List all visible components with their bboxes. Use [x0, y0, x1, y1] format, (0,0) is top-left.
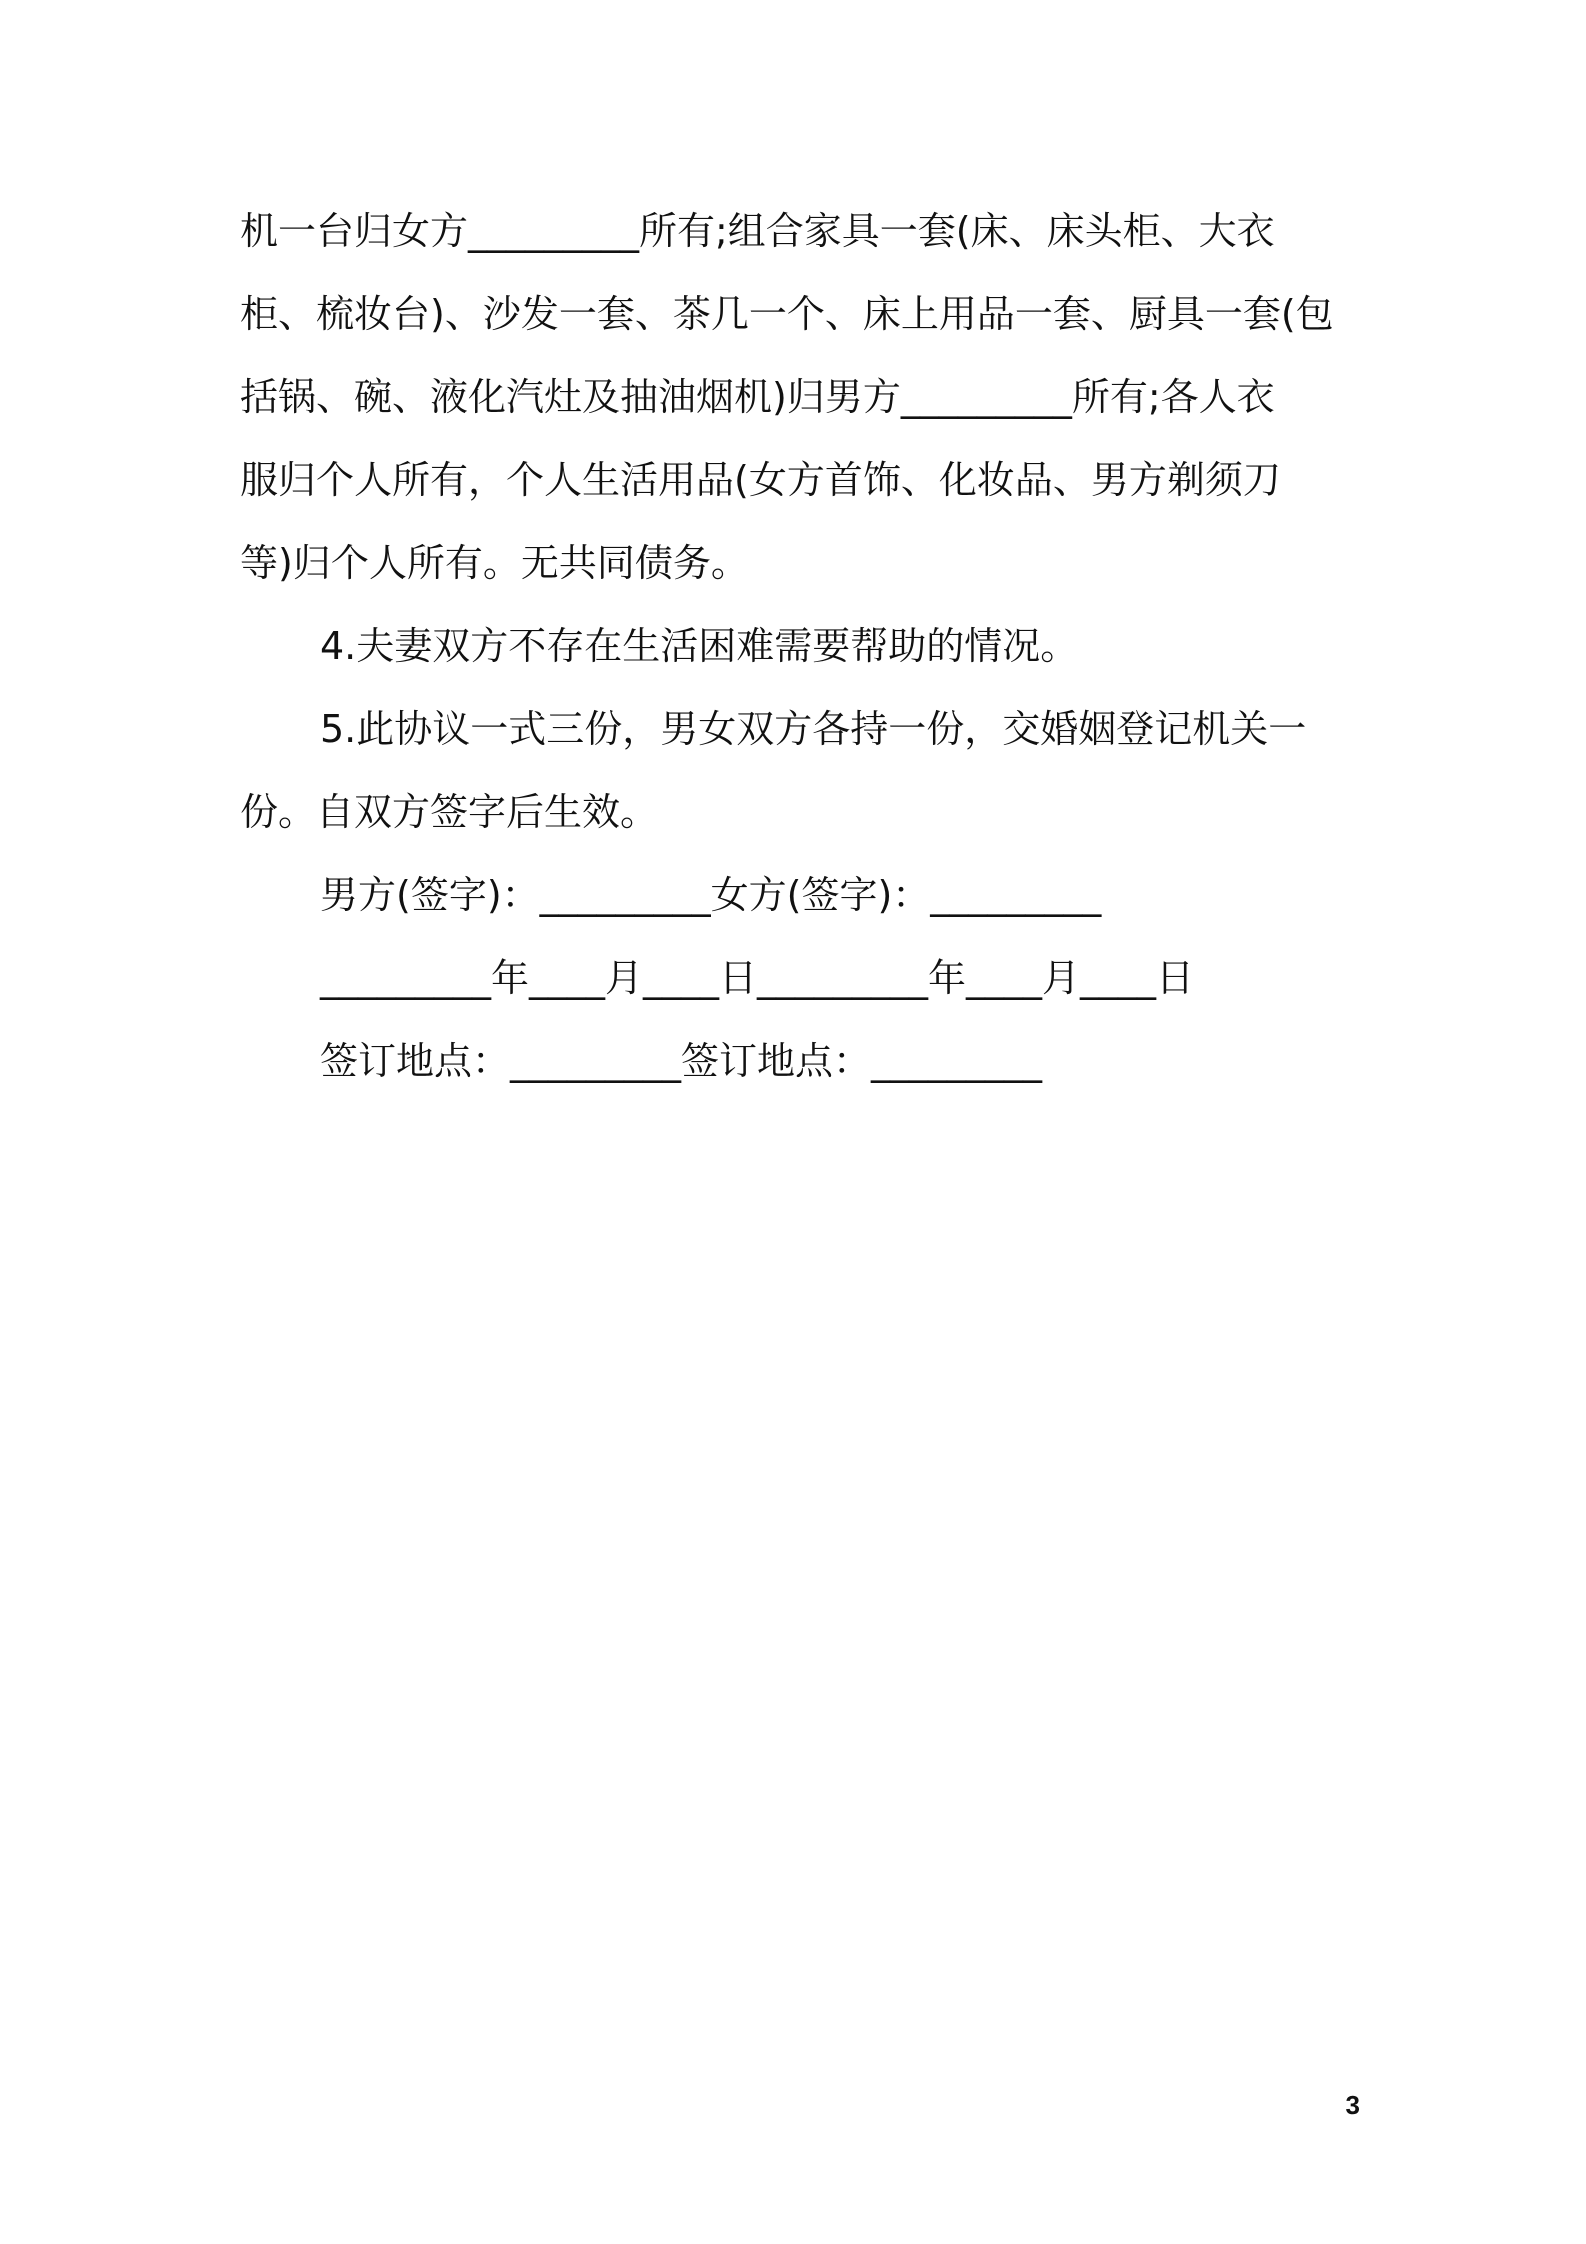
paragraph-line: 柜、梳妆台)、沙发一套、茶几一个、床上用品一套、厨具一套(包: [240, 292, 1334, 336]
document-body: [240, 190, 1360, 1103]
paragraph-line: 服归个人所有，个人生活用品(女方首饰、化妆品、男方剃须刀: [240, 458, 1281, 502]
paragraph-line: 机一台归女方_________所有;组合家具一套(床、床头柜、大衣: [240, 209, 1275, 253]
clause-5-line-1: 5.此协议一式三份，男女双方各持一份，交婚姻登记机关一: [320, 707, 1307, 751]
signature-line: 男方(签字)：_________女方(签字)：_________: [320, 873, 1102, 917]
clause-5-line-2: 份。自双方签字后生效。: [240, 790, 659, 834]
paragraph-line: 括锅、碗、液化汽灶及抽油烟机)归男方_________所有;各人衣: [240, 375, 1275, 419]
date-line: _________年____月____日_________年____月____日: [320, 956, 1195, 1000]
paragraph-line: 等)归个人所有。无共同债务。: [240, 541, 749, 585]
signing-place-line: 签订地点：_________签订地点：_________: [320, 1039, 1043, 1083]
clause-4: 4.夫妻双方不存在生活困难需要帮助的情况。: [320, 624, 1079, 668]
page-number: 3: [1345, 2090, 1360, 2120]
